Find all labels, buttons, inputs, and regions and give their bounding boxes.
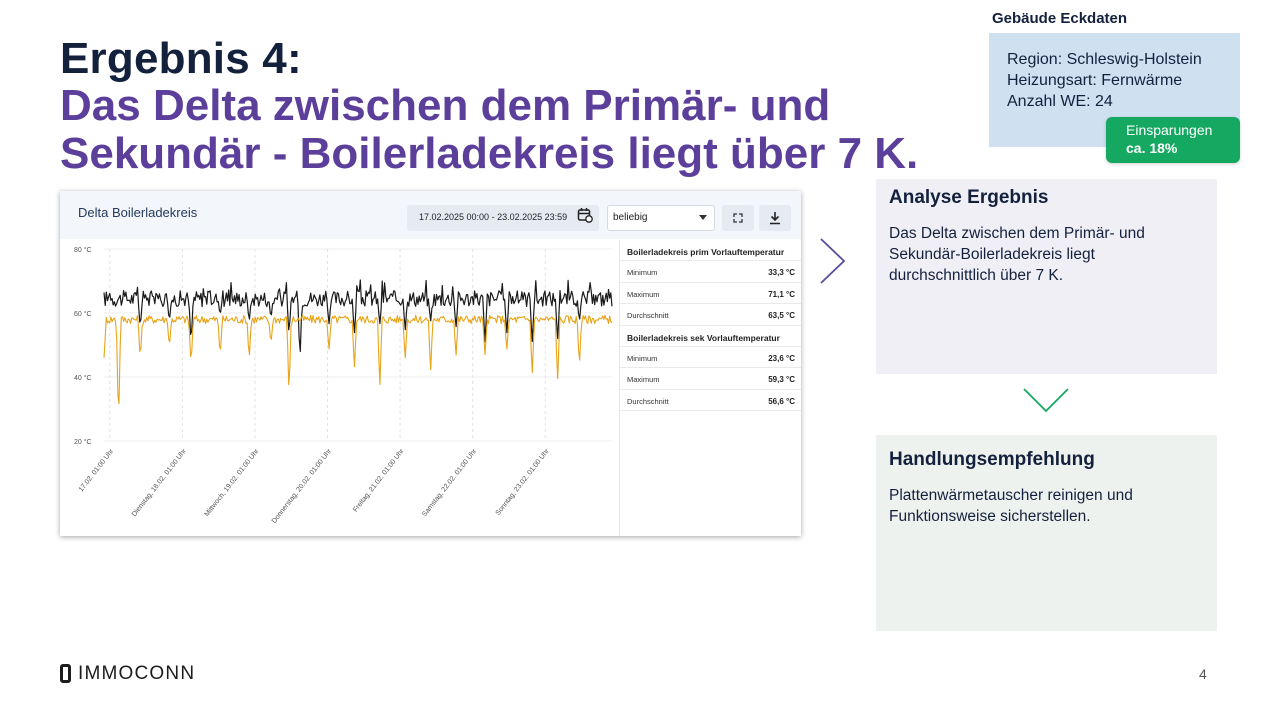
stat-label: Minimum [627,268,658,277]
stats-row [620,347,801,369]
delta-chart [60,239,619,536]
stats-row [620,283,801,305]
y-tick-label: 80 °C [74,247,92,254]
stat-value: 33,3 °C [768,268,795,277]
chevron-down-icon [1022,386,1070,414]
y-tick-label: 40 °C [74,375,92,382]
series-line [104,280,612,352]
y-tick-label: 20 °C [74,439,92,446]
stats-row [620,304,801,326]
stats-panel [619,240,801,536]
date-range-field[interactable]: 17.02.2025 00:00 - 23.02.2025 23:59 [407,205,599,231]
stats-prim-title: Boilerladekreis prim Vorlauftemperatur [620,240,801,261]
analysis-title: Analyse Ergebnis [889,187,1049,208]
recommendation-card [876,435,1217,631]
interval-select[interactable] [607,205,715,231]
stat-value: 23,6 °C [768,353,795,363]
savings-value: ca. 18% [1126,140,1178,156]
stats-row [620,390,801,412]
logo-text: IMMOCONN [78,663,196,684]
dashboard-title: Delta Boilerladekreis [78,205,198,220]
analysis-card [876,179,1217,374]
dashboard-panel [60,191,801,536]
slide-subtitle: Das Delta zwischen dem Primär- und Sekundär - Boilerladekreis liegt über 7 K. [60,81,919,178]
chevron-down-icon [699,215,707,220]
series-line [104,315,612,403]
y-tick-label: 60 °C [74,311,92,318]
heating-text: Heizungsart: Fernwärme [1007,72,1183,89]
stat-label: Maximum [627,375,660,384]
expand-icon [731,211,745,225]
x-tick-label: Donnerstag, 20.02. 01:00 Uhr [270,447,334,525]
download-icon [768,211,782,225]
x-tick-label: Sonntag, 23.02. 01:00 Uhr [494,447,551,517]
dashboard-header [60,191,801,239]
building-facts-label: Gebäude Eckdaten [992,10,1128,27]
calendar-icon[interactable] [577,207,593,223]
recommendation-title: Handlungsempfehlung [889,449,1095,470]
x-tick-label: Mittwoch, 19.02. 01:00 Uhr [203,447,261,519]
stat-label: Maximum [627,289,660,299]
analysis-text: Das Delta zwischen dem Primär- und Sekundär-Boilerladekreis liegt durchschnittlich über 7 K. [889,225,1145,284]
page-number: 4 [1199,666,1207,682]
download-button[interactable] [759,205,791,231]
stat-value: 56,6 °C [768,396,795,406]
units-text: Anzahl WE: 24 [1007,93,1113,110]
x-tick-label: Dienstag, 18.02. 01:00 Uhr [130,447,188,519]
chevron-right-icon [818,236,848,286]
stats-row [620,368,801,390]
stats-row [620,261,801,283]
logo-mark-icon [60,664,71,683]
x-tick-label: Samstag, 22.02. 01:00 Uhr [421,447,479,519]
x-tick-label: Freitag, 21.02. 01:00 Uhr [352,447,406,514]
savings-badge [1106,117,1240,163]
interval-select-value: beliebig [613,212,648,223]
slide-title: Ergebnis 4: [60,34,302,83]
stats-sek-title: Boilerladekreis sek Vorlauftemperatur [620,326,801,347]
stat-label: Durchschnitt [627,396,669,406]
recommendation-text: Plattenwärmetauscher reinigen und Funktionsweise sicherstellen. [889,487,1133,525]
stat-label: Durchschnitt [627,311,669,320]
savings-label: Einsparungen [1126,122,1213,138]
stat-value: 71,1 °C [768,289,795,299]
stat-value: 59,3 °C [768,375,795,384]
stat-label: Minimum [627,353,658,363]
expand-button[interactable] [722,205,754,231]
stat-value: 63,5 °C [768,311,795,320]
x-tick-label: 17.02. 01:00 Uhr [77,447,116,494]
region-text: Region: Schleswig-Holstein [1007,51,1202,68]
